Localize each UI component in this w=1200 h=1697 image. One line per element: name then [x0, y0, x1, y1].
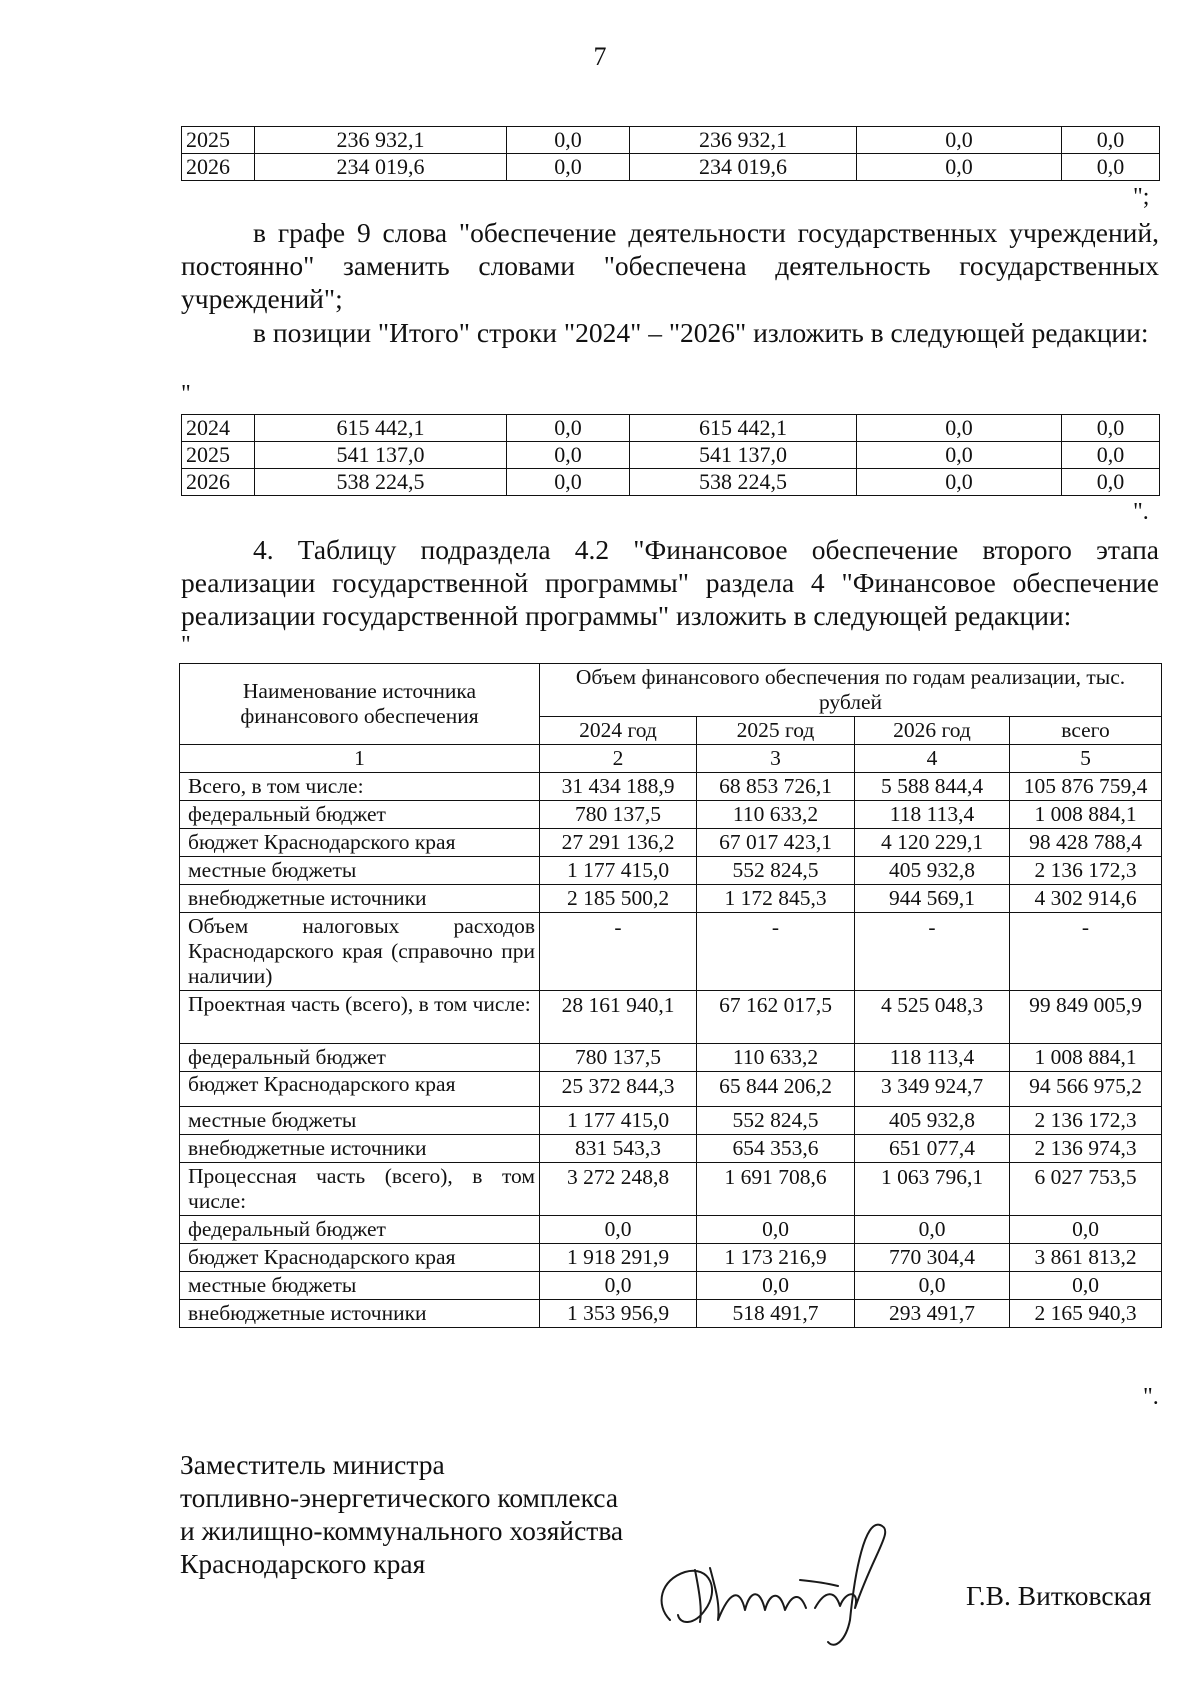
value-cell: 118 113,4 — [855, 1044, 1010, 1072]
value-cell: 25 372 844,3 — [540, 1072, 697, 1107]
value-cell: 4 302 914,6 — [1010, 885, 1162, 913]
table-row — [180, 829, 1162, 857]
value-cell: 1 172 845,3 — [697, 885, 855, 913]
table-row — [180, 1272, 1162, 1300]
value-cell: 0,0 — [855, 1272, 1010, 1300]
value-cell: 1 008 884,1 — [1010, 1044, 1162, 1072]
column-number: 3 — [697, 745, 855, 773]
value-cell: 0,0 — [540, 1272, 697, 1300]
table-row — [180, 1244, 1162, 1272]
value-cell: 1 918 291,9 — [540, 1244, 697, 1272]
value-cell: 541 137,0 — [630, 442, 857, 469]
table-row — [180, 773, 1162, 801]
value-cell: 293 491,7 — [855, 1300, 1010, 1328]
value-cell: 0,0 — [857, 469, 1062, 496]
year-cell: 2025 — [182, 127, 255, 154]
opening-quote: " — [181, 632, 191, 658]
value-cell: 2 165 940,3 — [1010, 1300, 1162, 1328]
table-row — [182, 154, 1160, 181]
signer-name: Г.В. Витковская — [966, 1580, 1152, 1611]
value-cell: 770 304,4 — [855, 1244, 1010, 1272]
header-year: 2024 год — [540, 717, 697, 745]
value-cell: 1 353 956,9 — [540, 1300, 697, 1328]
value-cell: 99 849 005,9 — [1010, 991, 1162, 1044]
value-cell: 654 353,6 — [697, 1135, 855, 1163]
column-number: 5 — [1010, 745, 1162, 773]
value-cell: 2 136 172,3 — [1010, 1107, 1162, 1135]
value-cell: 1 177 415,0 — [540, 1107, 697, 1135]
row-label: местные бюджеты — [180, 857, 540, 885]
table-row — [182, 415, 1160, 442]
value-cell: 2 136 974,3 — [1010, 1135, 1162, 1163]
paragraph-subsection-4-2: 4. Таблицу подраздела 4.2 "Финансовое обеспечение второго этапа реализации государственной программы" раздела 4 "Финансовое обеспечение реализации государственной программы" изложить в следующей редакции: — [181, 534, 1159, 631]
value-cell: 0,0 — [857, 127, 1062, 154]
value-cell: 67 017 423,1 — [697, 829, 855, 857]
value-cell: 541 137,0 — [255, 442, 507, 469]
value-cell: 0,0 — [1062, 127, 1160, 154]
value-cell: 27 291 136,2 — [540, 829, 697, 857]
value-cell: 0,0 — [1062, 469, 1160, 496]
column-number: 4 — [855, 745, 1010, 773]
financial-provision-table — [179, 663, 1162, 1328]
value-cell: 0,0 — [507, 154, 630, 181]
value-cell: 0,0 — [507, 127, 630, 154]
header-year: 2025 год — [697, 717, 855, 745]
table-row — [180, 1300, 1162, 1328]
value-cell: 0,0 — [857, 154, 1062, 181]
value-cell: 2 185 500,2 — [540, 885, 697, 913]
value-cell: 780 137,5 — [540, 801, 697, 829]
table-row — [180, 801, 1162, 829]
row-label: Проектная часть (всего), в том числе: — [180, 991, 540, 1044]
row-label: местные бюджеты — [180, 1107, 540, 1135]
value-cell: 236 932,1 — [630, 127, 857, 154]
value-cell: 65 844 206,2 — [697, 1072, 855, 1107]
value-cell: 405 932,8 — [855, 857, 1010, 885]
table-row — [180, 1072, 1162, 1107]
value-cell: 552 824,5 — [697, 857, 855, 885]
header-year: 2026 год — [855, 717, 1010, 745]
value-cell: 68 853 726,1 — [697, 773, 855, 801]
value-cell: 538 224,5 — [255, 469, 507, 496]
value-cell: 31 434 188,9 — [540, 773, 697, 801]
value-cell: 538 224,5 — [630, 469, 857, 496]
value-cell: - — [1010, 913, 1162, 991]
value-cell: 98 428 788,4 — [1010, 829, 1162, 857]
value-cell: 0,0 — [1062, 442, 1160, 469]
value-cell: 105 876 759,4 — [1010, 773, 1162, 801]
row-label: местные бюджеты — [180, 1272, 540, 1300]
row-label: внебюджетные источники — [180, 1135, 540, 1163]
value-cell: - — [540, 913, 697, 991]
table-row — [180, 1135, 1162, 1163]
value-cell: 94 566 975,2 — [1010, 1072, 1162, 1107]
table-row — [180, 991, 1162, 1044]
value-cell: 0,0 — [697, 1272, 855, 1300]
table-row — [180, 1107, 1162, 1135]
value-cell: 110 633,2 — [697, 1044, 855, 1072]
closing-quote: "; — [1133, 184, 1150, 210]
header-total: всего — [1010, 717, 1162, 745]
year-cell: 2025 — [182, 442, 255, 469]
row-label: бюджет Краснодарского края — [180, 1244, 540, 1272]
value-cell: 615 442,1 — [255, 415, 507, 442]
value-cell: - — [697, 913, 855, 991]
header-volume: Объем финансового обеспечения по годам реализации, тыс. рублей — [540, 664, 1162, 717]
value-cell: 0,0 — [507, 469, 630, 496]
value-cell: 234 019,6 — [255, 154, 507, 181]
value-cell: 518 491,7 — [697, 1300, 855, 1328]
position-line: Краснодарского края — [180, 1548, 426, 1579]
value-cell: 28 161 940,1 — [540, 991, 697, 1044]
value-cell: 552 824,5 — [697, 1107, 855, 1135]
table-row — [180, 1216, 1162, 1244]
closing-quote: ". — [1143, 1384, 1159, 1410]
table-row — [180, 913, 1162, 991]
position-line: топливно-энергетического комплекса — [180, 1482, 619, 1513]
position-line: Заместитель министра — [180, 1449, 445, 1480]
signature-position — [180, 1448, 623, 1580]
value-cell: 110 633,2 — [697, 801, 855, 829]
value-cell: 1 177 415,0 — [540, 857, 697, 885]
year-cell: 2026 — [182, 154, 255, 181]
page-number: 7 — [593, 42, 607, 71]
value-cell: 118 113,4 — [855, 801, 1010, 829]
value-cell: - — [855, 913, 1010, 991]
value-cell: 405 932,8 — [855, 1107, 1010, 1135]
column-numbers-row — [180, 745, 1162, 773]
table-row — [180, 857, 1162, 885]
value-cell: 3 272 248,8 — [540, 1163, 697, 1216]
row-label: внебюджетные источники — [180, 885, 540, 913]
paragraph-total-position: в позиции "Итого" строки "2024" – "2026" изложить в следующей редакции: — [253, 317, 1149, 348]
header-row — [180, 664, 1162, 717]
value-cell: 3 349 924,7 — [855, 1072, 1010, 1107]
value-cell: 615 442,1 — [630, 415, 857, 442]
value-cell: 651 077,4 — [855, 1135, 1010, 1163]
closing-quote: ". — [1133, 499, 1149, 525]
table-row — [182, 442, 1160, 469]
value-cell: 0,0 — [855, 1216, 1010, 1244]
year-cell: 2024 — [182, 415, 255, 442]
row-label: федеральный бюджет — [180, 1216, 540, 1244]
handwritten-signature — [650, 1510, 910, 1660]
column-number: 1 — [180, 745, 540, 773]
value-cell: 780 137,5 — [540, 1044, 697, 1072]
column-number: 2 — [540, 745, 697, 773]
value-cell: 1 173 216,9 — [697, 1244, 855, 1272]
table-row — [182, 469, 1160, 496]
year-cell: 2026 — [182, 469, 255, 496]
value-cell: 0,0 — [1062, 154, 1160, 181]
value-cell: 67 162 017,5 — [697, 991, 855, 1044]
value-cell: 1 063 796,1 — [855, 1163, 1010, 1216]
table-row — [180, 885, 1162, 913]
row-label: Объем налоговых расходов Краснодарского края (справочно при наличии) — [180, 913, 540, 991]
value-cell: 831 543,3 — [540, 1135, 697, 1163]
table-row — [182, 127, 1160, 154]
value-cell: 0,0 — [507, 415, 630, 442]
value-cell: 1 008 884,1 — [1010, 801, 1162, 829]
row-label: федеральный бюджет — [180, 1044, 540, 1072]
value-cell: 234 019,6 — [630, 154, 857, 181]
value-cell: 0,0 — [540, 1216, 697, 1244]
value-cell: 6 027 753,5 — [1010, 1163, 1162, 1216]
value-cell: 0,0 — [857, 415, 1062, 442]
previous-table-continuation — [181, 126, 1160, 181]
value-cell: 0,0 — [1010, 1272, 1162, 1300]
value-cell: 5 588 844,4 — [855, 773, 1010, 801]
table-row — [180, 1044, 1162, 1072]
value-cell: 2 136 172,3 — [1010, 857, 1162, 885]
row-label: бюджет Краснодарского края — [180, 1072, 540, 1107]
row-label: внебюджетные источники — [180, 1300, 540, 1328]
totals-table — [181, 414, 1160, 496]
row-label: федеральный бюджет — [180, 801, 540, 829]
value-cell: 0,0 — [857, 442, 1062, 469]
value-cell: 236 932,1 — [255, 127, 507, 154]
header-source-name: Наименование источника финансового обеспечения — [180, 664, 540, 745]
paragraph-replace-words: в графе 9 слова "обеспечение деятельности государственных учреждений, постоянно" заменить словами "обеспечена деятельность государственных учреждений"; — [181, 217, 1159, 314]
value-cell: 3 861 813,2 — [1010, 1244, 1162, 1272]
value-cell: 0,0 — [1010, 1216, 1162, 1244]
value-cell: 4 120 229,1 — [855, 829, 1010, 857]
value-cell: 0,0 — [697, 1216, 855, 1244]
row-label: Всего, в том числе: — [180, 773, 540, 801]
position-line: и жилищно-коммунального хозяйства — [180, 1515, 624, 1546]
table-row — [180, 1163, 1162, 1216]
value-cell: 0,0 — [507, 442, 630, 469]
row-label: бюджет Краснодарского края — [180, 829, 540, 857]
value-cell: 1 691 708,6 — [697, 1163, 855, 1216]
value-cell: 944 569,1 — [855, 885, 1010, 913]
value-cell: 0,0 — [1062, 415, 1160, 442]
row-label: Процессная часть (всего), в том числе: — [180, 1163, 540, 1216]
value-cell: 4 525 048,3 — [855, 991, 1010, 1044]
opening-quote: " — [181, 381, 191, 407]
